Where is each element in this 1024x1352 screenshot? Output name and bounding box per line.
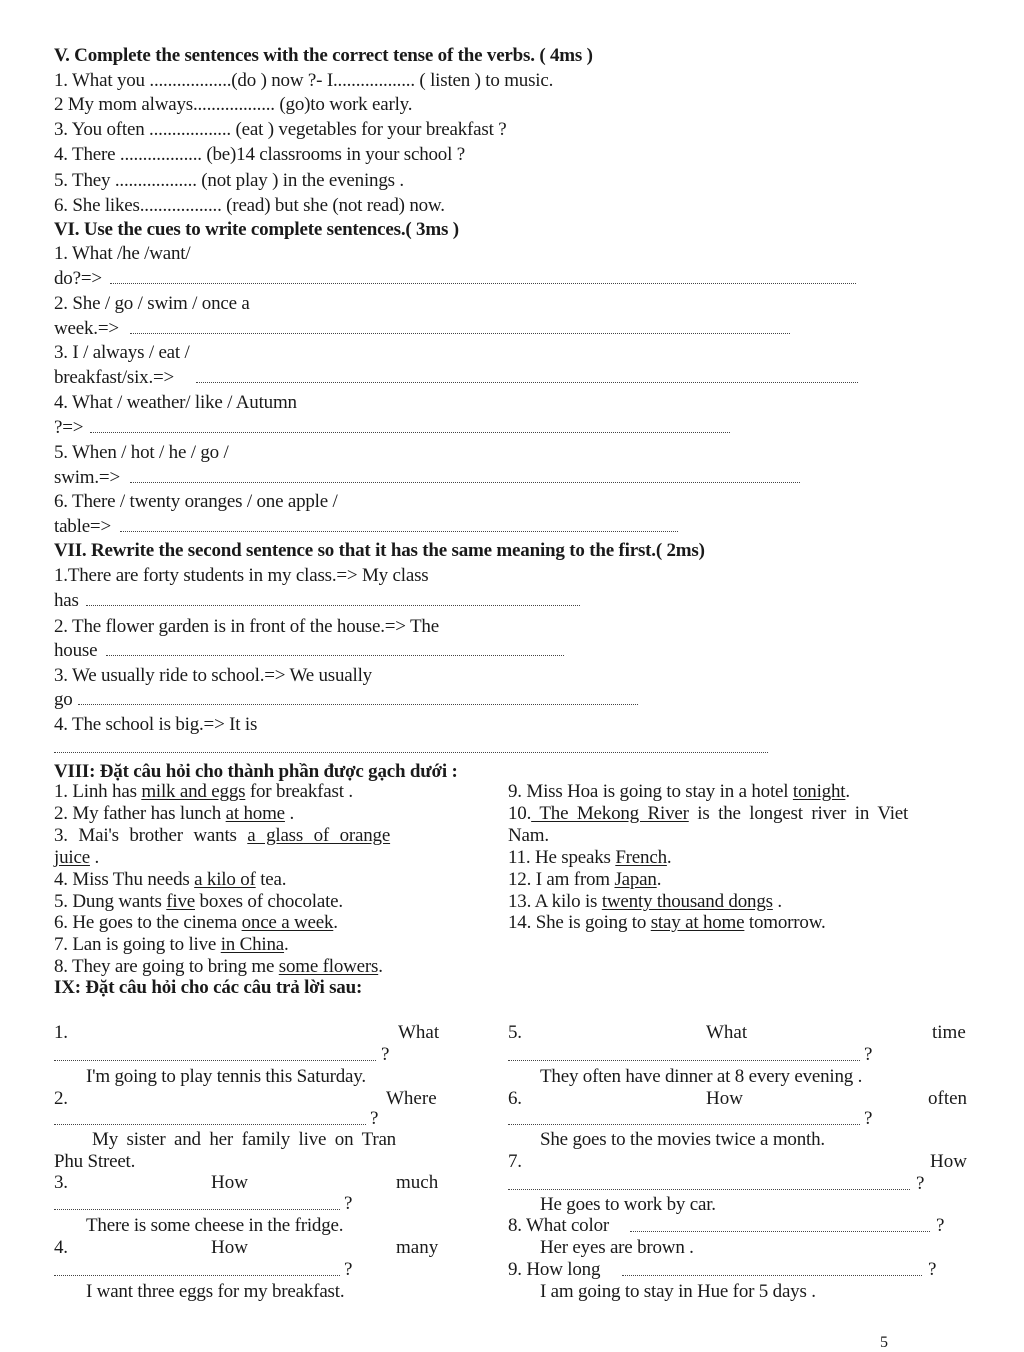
s8-right-10: 10. The Mekong River is the longest river in Viet — [508, 803, 909, 824]
s9-q9-qmark: ? — [928, 1259, 937, 1280]
s9-q6-answer-line[interactable] — [508, 1124, 860, 1125]
s7-item-2-start: house — [54, 640, 98, 661]
s9-a7: He goes to work by car. — [540, 1194, 716, 1215]
s9-q7-number: 7. — [508, 1151, 522, 1172]
s6-answer-line-2[interactable] — [130, 333, 790, 334]
s9-q5-qmark: ? — [864, 1044, 873, 1065]
s6-item-1-cue: 1. What /he /want/ — [54, 243, 191, 264]
s9-q2-word: Where — [386, 1088, 437, 1109]
s9-a2: My sister and her family live on Tran — [92, 1129, 396, 1150]
s9-q8-prompt: 8. What color — [508, 1215, 609, 1236]
s9-q3-word-2: much — [396, 1172, 439, 1193]
s9-q4-qmark: ? — [344, 1259, 353, 1280]
s9-q2-qmark: ? — [370, 1108, 379, 1129]
s6-item-2-start: week.=> — [54, 318, 119, 339]
s9-q9-prompt: 9. How long — [508, 1259, 601, 1280]
s6-item-6-start: table=> — [54, 516, 111, 537]
s9-q3-qmark: ? — [344, 1193, 353, 1214]
s9-q5-word-2: time — [932, 1022, 966, 1043]
s9-q1-answer-line[interactable] — [54, 1060, 376, 1061]
s5-line-6: 6. She likes.................. (read) but she (not read) now. — [54, 195, 445, 216]
s8-left-3: 3. Mai's brother wants a glass of orange — [54, 825, 391, 846]
s5-line-5: 5. They .................. (not play ) in the evenings . — [54, 170, 404, 191]
s7-item-3-prompt: 3. We usually ride to school.=> We usually — [54, 665, 372, 686]
s9-a3: There is some cheese in the fridge. — [86, 1215, 344, 1236]
s9-q8-qmark: ? — [936, 1215, 945, 1236]
section-6-heading: VI. Use the cues to write complete sentences.( 3ms ) — [54, 219, 459, 240]
s9-q5-answer-line[interactable] — [508, 1060, 860, 1061]
s8-right-10-cont: Nam. — [508, 825, 549, 846]
s9-q7-qmark: ? — [916, 1173, 925, 1194]
s6-answer-line-4[interactable] — [90, 432, 730, 433]
s9-q4-word-1: How — [211, 1237, 248, 1258]
s8-left-6: 6. He goes to the cinema once a week. — [54, 912, 338, 933]
s8-left-8: 8. They are going to bring me some flowers. — [54, 956, 383, 977]
s8-right-13: 13. A kilo is twenty thousand dongs . — [508, 891, 782, 912]
s9-q1-word: What — [398, 1022, 440, 1043]
section-7-heading: VII. Rewrite the second sentence so that it has the same meaning to the first.( 2ms) — [54, 540, 705, 561]
s9-q4-word-2: many — [396, 1237, 439, 1258]
s9-q8-answer-line[interactable] — [630, 1231, 930, 1232]
s9-q6-qmark: ? — [864, 1108, 873, 1129]
s5-line-4: 4. There .................. (be)14 classrooms in your school ? — [54, 144, 465, 165]
s5-line-3: 3. You often .................. (eat ) vegetables for your breakfast ? — [54, 119, 507, 140]
page-number: 5 — [880, 1334, 888, 1351]
s9-q6-word-2: often — [928, 1088, 968, 1109]
s6-answer-line-5[interactable] — [130, 482, 800, 483]
s7-answer-line-2[interactable] — [106, 655, 564, 656]
s6-item-4-start: ?=> — [54, 417, 84, 438]
s8-left-4: 4. Miss Thu needs a kilo of tea. — [54, 869, 287, 890]
s7-item-1-prompt: 1.There are forty students in my class.=> My class — [54, 565, 429, 586]
s6-answer-line-3[interactable] — [196, 382, 858, 383]
s9-a2-cont: Phu Street. — [54, 1151, 136, 1172]
s6-item-1-start: do?=> — [54, 268, 102, 289]
s9-a8: Her eyes are brown . — [540, 1237, 694, 1258]
s9-a6: She goes to the movies twice a month. — [540, 1129, 825, 1150]
s7-item-2-prompt: 2. The flower garden is in front of the house.=> The — [54, 616, 439, 637]
s9-a9: I am going to stay in Hue for 5 days . — [540, 1281, 816, 1302]
s9-q4-number: 4. — [54, 1237, 68, 1258]
s6-item-2-cue: 2. She / go / swim / once a — [54, 293, 250, 314]
s7-item-4-prompt: 4. The school is big.=> It is — [54, 714, 258, 735]
s7-answer-line-4[interactable] — [54, 752, 768, 753]
s9-q3-number: 3. — [54, 1172, 68, 1193]
s9-q9-answer-line[interactable] — [622, 1275, 922, 1276]
s9-q5-word-1: What — [706, 1022, 748, 1043]
s7-item-1-start: has — [54, 590, 79, 611]
s9-q1-number: 1. — [54, 1022, 68, 1043]
section-8-heading: VIII: Đặt câu hỏi cho thành phần được gạch dưới : — [54, 761, 458, 782]
s9-q3-word-1: How — [211, 1172, 248, 1193]
s6-item-5-start: swim.=> — [54, 467, 120, 488]
s8-right-12: 12. I am from Japan. — [508, 869, 662, 890]
s6-answer-line-6[interactable] — [120, 531, 678, 532]
s8-left-3-cont: juice . — [54, 847, 100, 868]
s6-item-6-cue: 6. There / twenty oranges / one apple / — [54, 491, 338, 512]
s9-q4-answer-line[interactable] — [54, 1275, 340, 1276]
s8-left-2: 2. My father has lunch at home . — [54, 803, 295, 824]
s6-item-5-cue: 5. When / hot / he / go / — [54, 442, 229, 463]
s9-a5: They often have dinner at 8 every evening . — [540, 1066, 863, 1087]
section-5-heading: V. Complete the sentences with the correct tense of the verbs. ( 4ms ) — [54, 45, 593, 66]
s6-item-4-cue: 4. What / weather/ like / Autumn — [54, 392, 297, 413]
s8-left-5: 5. Dung wants five boxes of chocolate. — [54, 891, 343, 912]
s5-line-1: 1. What you ..................(do ) now ?- I.................. ( listen ) to music. — [54, 70, 554, 91]
section-9-heading: IX: Đặt câu hỏi cho các câu trả lời sau: — [54, 977, 363, 998]
s9-q7-word: How — [930, 1151, 967, 1172]
s7-answer-line-1[interactable] — [86, 605, 580, 606]
s9-q5-number: 5. — [508, 1022, 522, 1043]
s9-q6-number: 6. — [508, 1088, 522, 1109]
s9-q2-number: 2. — [54, 1088, 68, 1109]
s9-q3-answer-line[interactable] — [54, 1209, 340, 1210]
s7-answer-line-3[interactable] — [78, 704, 638, 705]
s6-answer-line-1[interactable] — [110, 283, 856, 284]
s9-q6-word-1: How — [706, 1088, 743, 1109]
s7-item-3-start: go — [54, 689, 73, 710]
s9-q1-qmark: ? — [381, 1044, 390, 1065]
s8-right-11: 11. He speaks French. — [508, 847, 672, 868]
s5-line-2: 2 My mom always.................. (go)to work early. — [54, 94, 413, 115]
s8-right-9: 9. Miss Hoa is going to stay in a hotel tonight. — [508, 781, 850, 802]
s9-q7-answer-line[interactable] — [508, 1189, 910, 1190]
s8-left-7: 7. Lan is going to live in China. — [54, 934, 289, 955]
s9-a4: I want three eggs for my breakfast. — [86, 1281, 345, 1302]
s6-item-3-cue: 3. I / always / eat / — [54, 342, 190, 363]
s8-left-1: 1. Linh has milk and eggs for breakfast . — [54, 781, 353, 802]
s8-right-14: 14. She is going to stay at home tomorrow. — [508, 912, 826, 933]
s6-item-3-start: breakfast/six.=> — [54, 367, 175, 388]
s9-q2-answer-line[interactable] — [54, 1124, 366, 1125]
s9-a1: I'm going to play tennis this Saturday. — [86, 1066, 366, 1087]
